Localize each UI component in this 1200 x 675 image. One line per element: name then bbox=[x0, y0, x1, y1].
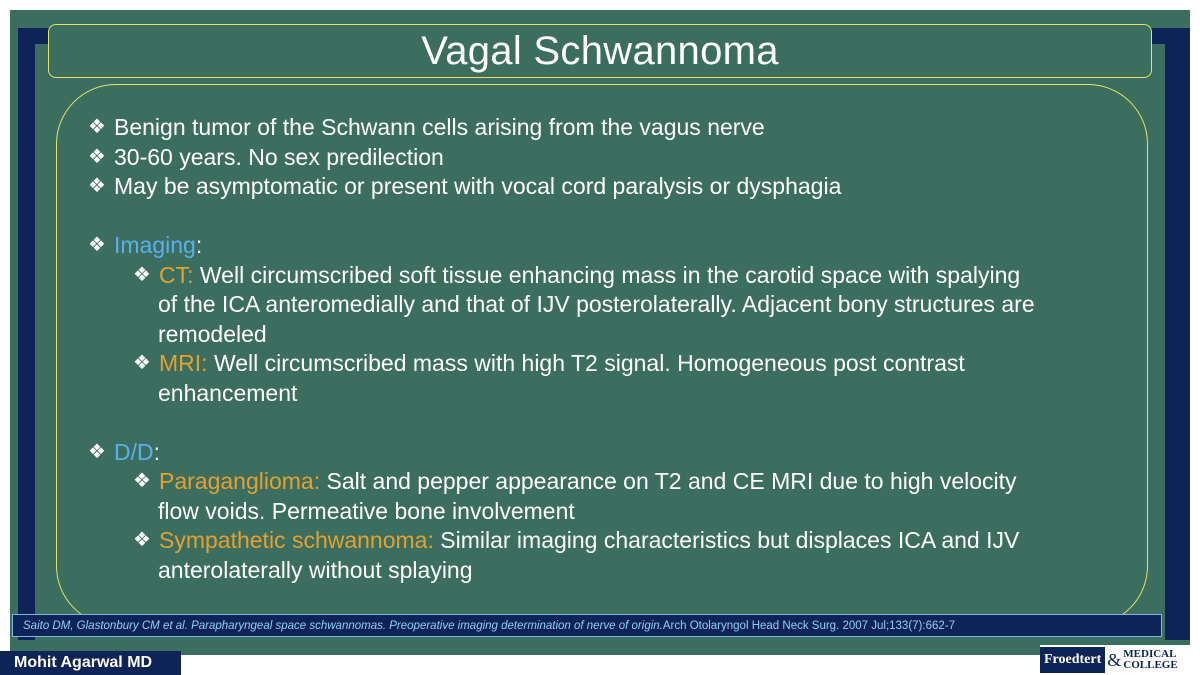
sympathetic-schwannoma-item bbox=[88, 526, 1138, 556]
bullet-item bbox=[88, 143, 1138, 173]
mri-text-continued: enhancement bbox=[158, 379, 298, 406]
ct-item bbox=[88, 261, 1138, 291]
institution-logo bbox=[1040, 645, 1196, 675]
mri-text: Well circumscribed mass with high T2 signal. Homogeneous post contrast bbox=[207, 350, 965, 376]
mri-label: MRI: bbox=[159, 350, 208, 376]
sympathetic-schwannoma-text: Similar imaging characteristics but displaces ICA and IJV bbox=[433, 527, 1020, 553]
paraganglioma-text-continued: flow voids. Permeative bone involvement bbox=[158, 497, 575, 524]
diamond-bullet-icon: ❖ bbox=[88, 175, 106, 197]
diamond-bullet-icon: ❖ bbox=[133, 263, 151, 286]
author-bar bbox=[0, 651, 181, 675]
imaging-label: Imaging bbox=[114, 232, 196, 258]
author-name: Mohit Agarwal MD bbox=[14, 654, 153, 671]
sympathetic-schwannoma-label: Sympathetic schwannoma: bbox=[159, 527, 434, 553]
paraganglioma-label: Paraganglioma: bbox=[159, 468, 321, 494]
diamond-bullet-icon: ❖ bbox=[133, 352, 151, 374]
paraganglioma-text: Salt and pepper appearance on T2 and CE MRI due to high velocity bbox=[320, 468, 1017, 494]
bullet-text: Benign tumor of the Schwann cells arising from the vagus nerve bbox=[114, 114, 765, 140]
dd-heading bbox=[88, 438, 1138, 468]
logo-name: Froedtert bbox=[1040, 647, 1105, 673]
spacer bbox=[88, 408, 1138, 438]
imaging-colon: : bbox=[195, 232, 203, 258]
reference-citation: Saito DM, Glastonbury CM et al. Parapharyngeal space schwannomas. Preoperative imaging determination of nerve of origin. bbox=[23, 619, 663, 632]
diamond-bullet-icon: ❖ bbox=[88, 234, 106, 256]
ct-label: CT: bbox=[159, 261, 194, 288]
ct-text: Well circumscribed soft tissue enhancing mass in the carotid space with spalying bbox=[193, 261, 1021, 288]
spacer bbox=[88, 202, 1138, 232]
ct-text-continued: remodeled bbox=[158, 320, 267, 347]
diamond-bullet-icon: ❖ bbox=[88, 116, 106, 138]
title-box bbox=[48, 24, 1152, 78]
reference-bar bbox=[12, 614, 1162, 637]
bullet-text: May be asymptomatic or present with vocal cord paralysis or dysphagia bbox=[114, 173, 842, 199]
ct-text-continued: of the ICA anteromedially and that of IJV posterolaterally. Adjacent bony structures are bbox=[158, 291, 1035, 317]
slide-content bbox=[88, 113, 1138, 585]
reference-journal: Arch Otolaryngol Head Neck Surg. 2007 Jul;133(7):662-7 bbox=[662, 619, 955, 632]
diamond-bullet-icon: ❖ bbox=[133, 470, 151, 492]
bullet-text: 30-60 years. No sex predilection bbox=[114, 143, 444, 170]
paraganglioma-item bbox=[88, 467, 1138, 497]
diamond-bullet-icon: ❖ bbox=[133, 529, 151, 551]
diamond-bullet-icon: ❖ bbox=[88, 145, 106, 168]
bullet-item bbox=[88, 172, 1138, 202]
imaging-heading bbox=[88, 231, 1138, 261]
dd-label: D/D bbox=[114, 438, 154, 465]
logo-line2: COLLEGE bbox=[1123, 659, 1178, 671]
logo-ampersand: & bbox=[1107, 649, 1122, 670]
sympathetic-schwannoma-text-continued: anterolaterally without splaying bbox=[158, 556, 473, 583]
dd-colon: : bbox=[153, 438, 161, 465]
logo-line1: MEDICAL bbox=[1123, 648, 1177, 660]
bullet-item bbox=[88, 113, 1138, 143]
slide-title: Vagal Schwannoma bbox=[421, 28, 779, 73]
diamond-bullet-icon: ❖ bbox=[88, 440, 106, 463]
logo-medical-college bbox=[1123, 649, 1177, 671]
mri-item bbox=[88, 349, 1138, 379]
